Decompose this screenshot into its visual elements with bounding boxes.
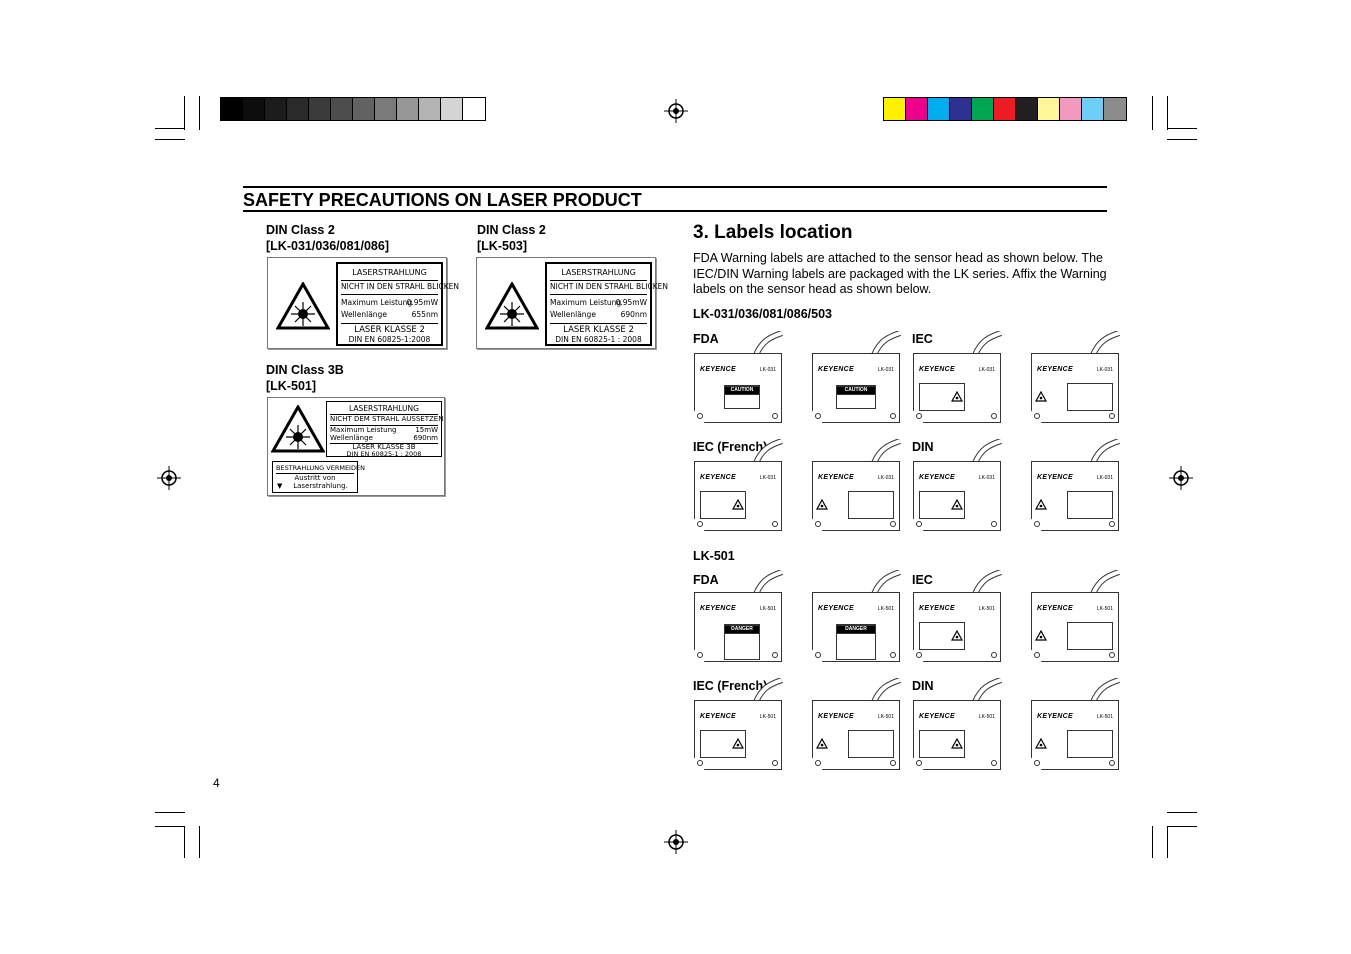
color-swatch <box>375 98 397 120</box>
model-label: LK-501 <box>1096 606 1113 612</box>
model-label: LK-031 <box>877 367 894 373</box>
model-label: LK-501 <box>759 714 776 720</box>
model-label: LK-031 <box>877 475 894 481</box>
iec-french-heading: IEC (French) <box>693 440 768 454</box>
color-swatch <box>441 98 463 120</box>
din-class2-heading: DIN Class 2 [LK-031/036/081/086] <box>266 223 389 253</box>
model-label: LK-031 <box>759 367 776 373</box>
din-heading: DIN <box>912 679 934 693</box>
warning-label <box>1067 491 1113 519</box>
brand-logo: KEYENCE <box>1037 366 1073 373</box>
laser-warning-icon <box>732 738 744 749</box>
sensor-head-diagram <box>694 592 784 666</box>
color-swatch <box>221 98 243 120</box>
brand-logo: KEYENCE <box>700 713 736 720</box>
din-class2-lk503-heading: DIN Class 2 [LK-503] <box>477 223 546 253</box>
sensor-head-diagram <box>1031 461 1121 535</box>
laser-warning-icon <box>951 391 963 402</box>
warning-label <box>1067 383 1113 411</box>
laser-warning-icon <box>951 738 963 749</box>
laser-warning-icon <box>1035 630 1047 641</box>
laser-warning-icon <box>1035 499 1047 510</box>
color-swatch <box>1082 98 1104 120</box>
model-label: LK-501 <box>978 606 995 612</box>
brand-logo: KEYENCE <box>818 474 854 481</box>
brand-logo: KEYENCE <box>1037 605 1073 612</box>
brand-logo: KEYENCE <box>818 605 854 612</box>
model-label: LK-031 <box>978 367 995 373</box>
fda-heading: FDA <box>693 573 719 587</box>
model-label: LK-501 <box>877 714 894 720</box>
sensor-head-diagram <box>1031 353 1121 427</box>
sensor-head-diagram <box>913 461 1003 535</box>
iec-french-heading: IEC (French) <box>693 679 768 693</box>
fda-danger-label: DANGER <box>836 625 876 634</box>
brand-logo: KEYENCE <box>700 605 736 612</box>
laser-warning-icon <box>951 499 963 510</box>
brand-logo: KEYENCE <box>919 366 955 373</box>
registration-target-icon <box>157 466 181 490</box>
fda-heading: FDA <box>693 332 719 346</box>
color-swatch <box>353 98 375 120</box>
color-swatch <box>1016 98 1038 120</box>
page-number: 4 <box>213 776 220 790</box>
color-swatch <box>331 98 353 120</box>
title-rule-bottom <box>243 210 1107 212</box>
color-swatch <box>906 98 928 120</box>
laser-warning-icon <box>816 738 828 749</box>
color-swatch <box>309 98 331 120</box>
sensor-head-diagram <box>812 592 902 666</box>
color-swatch <box>287 98 309 120</box>
brand-logo: KEYENCE <box>700 366 736 373</box>
model-label: LK-501 <box>759 606 776 612</box>
model-label: LK-031 <box>1096 367 1113 373</box>
color-swatch <box>972 98 994 120</box>
brand-logo: KEYENCE <box>919 605 955 612</box>
laser-warning-icon <box>1035 391 1047 402</box>
laser-warning-icon <box>485 282 539 330</box>
brand-logo: KEYENCE <box>1037 474 1073 481</box>
color-swatch <box>994 98 1016 120</box>
color-swatch <box>463 98 485 120</box>
sensor-head-diagram <box>812 700 902 774</box>
color-swatch <box>950 98 972 120</box>
color-swatch <box>419 98 441 120</box>
brand-logo: KEYENCE <box>1037 713 1073 720</box>
color-swatch <box>1038 98 1060 120</box>
laser-warning-icon <box>1035 738 1047 749</box>
sensor-head-diagram <box>1031 592 1121 666</box>
din-label-card <box>476 257 669 349</box>
page-title: SAFETY PRECAUTIONS ON LASER PRODUCT <box>243 190 642 210</box>
sensor-head-diagram <box>913 353 1003 427</box>
registration-target-icon <box>1169 466 1193 490</box>
aperture-label-box: BESTRAHLUNG VERMEIDEN Austritt von ▼ Laserstrahlung. <box>272 461 358 493</box>
model-label: LK-501 <box>978 714 995 720</box>
brand-logo: KEYENCE <box>818 713 854 720</box>
color-swatch <box>1104 98 1126 120</box>
warning-label <box>1067 622 1113 650</box>
registration-target-icon <box>664 830 688 854</box>
section-title: 3. Labels location <box>693 222 853 243</box>
sensor-head-diagram <box>694 700 784 774</box>
sensor-head-diagram <box>812 461 902 535</box>
din-label-text-box: LASERSTRAHLUNG NICHT IN DEN STRAHL BLICKEN Maximum Leistung 0.95mW Wellenlänge 690nm LASER KLASSE 2 DIN EN 60825-1 : 2008 <box>545 262 652 346</box>
group1-heading: LK-031/036/081/086/503 <box>693 307 832 321</box>
fda-caution-label: CAUTION <box>724 386 760 395</box>
color-swatch <box>884 98 906 120</box>
model-label: LK-501 <box>1096 714 1113 720</box>
model-label: LK-031 <box>1096 475 1113 481</box>
brand-logo: KEYENCE <box>919 713 955 720</box>
title-rule-top <box>243 186 1107 188</box>
sensor-head-diagram <box>1031 700 1121 774</box>
color-swatch <box>397 98 419 120</box>
sensor-head-diagram <box>913 700 1003 774</box>
sensor-head-diagram <box>694 353 784 427</box>
laser-warning-icon <box>732 499 744 510</box>
iec-heading: IEC <box>912 573 933 587</box>
laser-warning-icon <box>271 405 325 453</box>
laser-warning-icon <box>951 630 963 641</box>
section-body: FDA Warning labels are attached to the sensor head as shown below. The IEC/DIN Warning labels are packaged with the LK series. Affix the Warning labels on the sensor head as shown below. <box>693 251 1107 296</box>
grayscale-bar <box>220 97 486 121</box>
brand-logo: KEYENCE <box>818 366 854 373</box>
registration-target-icon <box>664 99 688 123</box>
din-label-text-box: LASERSTRAHLUNG NICHT DEM STRAHL AUSSETZEN Maximum Leistung 15mW Wellenlänge 690nm LASER KLASSE 3B DIN EN 60825-1 : 2008 <box>326 401 442 457</box>
model-label: LK-031 <box>759 475 776 481</box>
arrow-down-icon: ▼ <box>277 482 283 490</box>
sensor-head-diagram <box>812 353 902 427</box>
warning-label <box>1067 730 1113 758</box>
din-label-card <box>267 397 445 496</box>
group2-heading: LK-501 <box>693 549 735 563</box>
model-label: LK-031 <box>978 475 995 481</box>
brand-logo: KEYENCE <box>919 474 955 481</box>
din-label-card <box>267 257 460 349</box>
laser-warning-icon <box>816 499 828 510</box>
brand-logo: KEYENCE <box>700 474 736 481</box>
din-class3b-heading: DIN Class 3B [LK-501] <box>266 363 344 393</box>
color-swatch <box>1060 98 1082 120</box>
laser-warning-icon <box>276 282 330 330</box>
model-label: LK-501 <box>877 606 894 612</box>
color-swatch <box>265 98 287 120</box>
warning-label <box>848 491 894 519</box>
iec-heading: IEC <box>912 332 933 346</box>
warning-label <box>848 730 894 758</box>
color-swatch <box>243 98 265 120</box>
sensor-head-diagram <box>694 461 784 535</box>
sensor-head-diagram <box>913 592 1003 666</box>
color-bar <box>883 97 1127 121</box>
fda-danger-label: DANGER <box>724 625 760 634</box>
din-heading: DIN <box>912 440 934 454</box>
color-swatch <box>928 98 950 120</box>
fda-caution-label: CAUTION <box>836 386 876 395</box>
din-label-text-box: LASERSTRAHLUNG NICHT IN DEN STRAHL BLICKEN Maximum Leistung 0.95mW Wellenlänge 655nm LASER KLASSE 2 DIN EN 60825-1:2008 <box>336 262 443 346</box>
